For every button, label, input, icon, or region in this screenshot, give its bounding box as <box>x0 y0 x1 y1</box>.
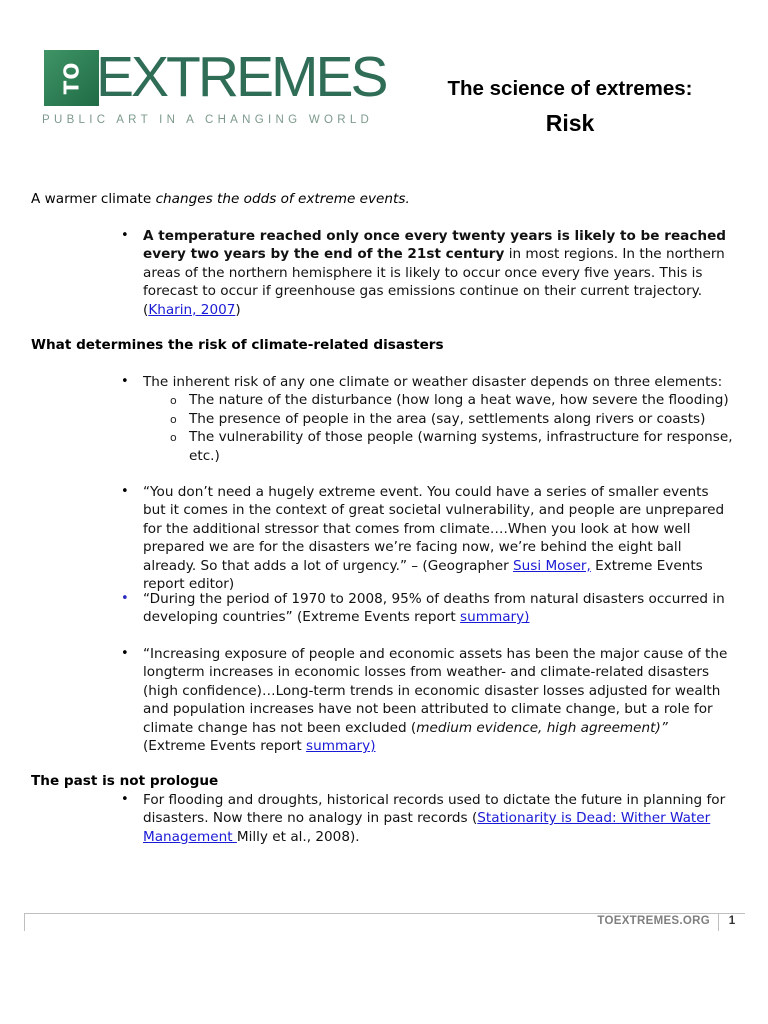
exposure-mid-text: (Extreme Events report <box>143 738 307 755</box>
title-line-2: Risk <box>545 110 595 136</box>
flooding-end-text: Milly et al., 2008). <box>236 828 360 845</box>
section-heading-warmer-climate <box>31 190 410 208</box>
statistic-text: “During the period of 1970 to 2008, 95% of deaths from natural disasters occurred in developing countries” (Extreme Events report <box>143 591 725 626</box>
bullet-deaths-statistic <box>121 590 733 627</box>
quote-end-text: Extreme Events report editor) <box>143 557 703 593</box>
bullet-moser-quote <box>121 483 733 593</box>
bullet-bold-text: A temperature reached only once every twenty years is likely to be reached every two years by the end of the 21st century <box>143 228 727 263</box>
link-summary[interactable]: summary) <box>460 609 530 626</box>
title-line-1: The science of extremes: <box>447 77 693 100</box>
bullet-dot: • <box>121 228 129 243</box>
link-kharin-2007[interactable]: Kharin, 2007 <box>148 301 236 318</box>
logo-tagline: PUBLIC ART IN A CHANGING WORLD <box>42 114 374 126</box>
link-summary-2[interactable]: summary) <box>306 738 376 755</box>
bullet-end-text: ) <box>235 301 241 318</box>
heading-italic-text: changes the odds of extreme events. <box>155 191 410 207</box>
exposure-text: “Increasing exposure of people and economic assets has been the major cause of the longterm increases in economic losses from weather- and climate-related disasters (high confidence)…Long-term trends in economic disaster losses adjusted for wealth and population increases have not been attributed to climate change, but a role for climate change has not been excluded ( <box>143 646 728 736</box>
bullet-dot: • <box>121 646 129 661</box>
footer-site-name: TOEXTREMES.ORG <box>597 915 710 927</box>
sub-item-text: The nature of the disturbance (how long a heat wave, how severe the flooding) <box>189 392 729 409</box>
sub-bullet-circle: o <box>170 431 177 445</box>
bullet-intro-text: The inherent risk of any one climate or weather disaster depends on three elements: <box>143 374 723 390</box>
sub-item-text: The vulnerability of those people (warning systems, infrastructure for response, etc.) <box>189 429 733 464</box>
footer-rule <box>24 913 745 914</box>
logo-to-box <box>44 50 99 106</box>
bullet-dot: • <box>121 792 129 807</box>
bullet-temperature <box>121 227 733 319</box>
document-title <box>400 74 740 142</box>
link-susi-moser[interactable]: Susi Moser, <box>513 557 591 574</box>
logo-wordmark: EXTREMES <box>96 45 386 109</box>
sub-item-vulnerability <box>143 428 733 465</box>
footer-separator <box>718 913 719 931</box>
sub-item-presence <box>143 410 733 428</box>
flooding-text: For flooding and droughts, historical records used to dictate the future in planning for disasters. Now there no analogy in past records ( <box>143 792 726 827</box>
bullet-text: in most regions. In the northern areas of the northern hemisphere it is likely to occur once every five years. This is forecast to occur if greenhouse gas emissions continue on their current trajectory. ( <box>143 246 725 318</box>
bullet-exposure-quote <box>121 645 733 755</box>
sub-bullet-circle: o <box>170 412 177 426</box>
heading-plain-text: A warmer climate <box>31 191 156 207</box>
sub-bullet-circle: o <box>170 394 177 408</box>
toextremes-logo <box>40 45 386 136</box>
bullet-dot: • <box>121 484 129 499</box>
bullet-dot: • <box>121 374 129 389</box>
section-heading-risk: What determines the risk of climate-related disasters <box>31 337 444 353</box>
logo-to-text: TO <box>59 61 84 95</box>
link-stationarity-is-dead[interactable]: Stationarity is Dead: Wither Water Management <box>143 810 711 845</box>
exposure-italic-text: medium evidence, high agreement)” <box>416 719 668 736</box>
page-number: 1 <box>728 915 736 927</box>
bullet-flooding-droughts <box>121 791 733 846</box>
bullet-inherent-risk <box>121 373 733 465</box>
sub-item-text: The presence of people in the area (say, settlements along rivers or coasts) <box>189 410 706 427</box>
sub-item-nature <box>143 391 733 409</box>
section-heading-past: The past is not prologue <box>31 773 219 789</box>
bullet-dot: • <box>121 591 129 606</box>
quote-text: “You don’t need a hugely extreme event. You could have a series of smaller events but it comes in the context of great societal vulnerability, and people are unprepared for the additional stressor that comes from climate….When you look at how well prepared we are for the disasters we’re facing now, we’re behind the eight ball already. So that adds a lot of urgency.” – (Geographer <box>143 484 725 574</box>
footer-left-tick <box>24 913 25 931</box>
